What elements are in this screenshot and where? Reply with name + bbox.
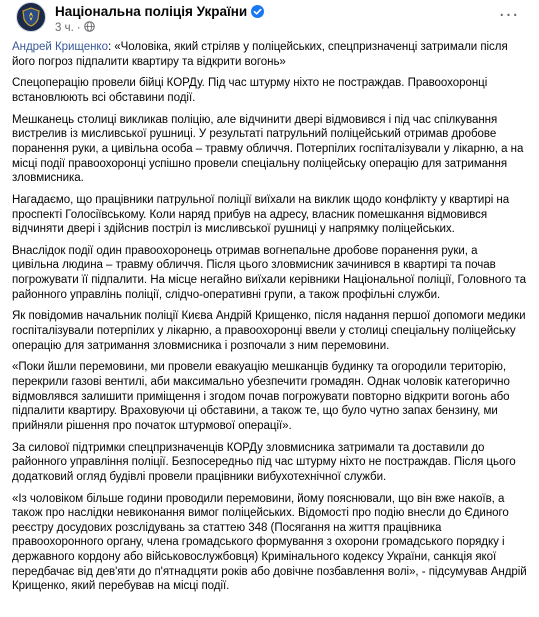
- more-horizontal-icon: ···: [498, 5, 520, 26]
- police-emblem-icon: [20, 6, 42, 28]
- post-body: [12, 40, 527, 594]
- post-paragraph: Як повідомив начальник поліції Києва Андрій Крищенко, після надання першої допомоги медики госпіталізували потерпілих у лікарню, а правоохоронці ввели у столиці спеціальну поліцейську операцію для затримання зловмисника і розпочали з ним перемовини.: [12, 310, 526, 352]
- lead-text: : «Чоловіка, який стріляв у поліцейських, спецпризначенці затримали після його погроз підпалити квартиру та відкрити вогонь»: [12, 41, 508, 68]
- page-name-text[interactable]: Національна поліція України: [55, 4, 248, 19]
- post-paragraph: За силової підтримки спецпризначенців КОРДу зловмисника затримали та доставили до районного управління поліції. Безпосередньо під час штурму ніхто не постраждав. Після цього додатковий огляд будівлі провели працівники вибухотехнічної служби.: [12, 441, 516, 483]
- post-paragraph-lead: [12, 40, 527, 69]
- meta-separator: ·: [76, 22, 81, 34]
- post-header: [12, 0, 527, 40]
- verified-badge-icon: [251, 5, 264, 18]
- page-name[interactable]: [55, 4, 264, 19]
- post-timestamp[interactable]: 3 ч.: [55, 22, 74, 34]
- post-paragraph: Нагадаємо, що працівники патрульної поліції виїхали на виклик щодо конфлікту у квартирі на проспекті Голосіївському. Коли наряд прибув на адресу, власник помешкання відмовився відчиняти двері і здійснив постріл із мисливської рушниці у напрямку поліцейських.: [12, 193, 510, 236]
- post-paragraph: Мешканець столиці викликав поліцію, але відчинити двері відмовився і під час спілкування вистрелив із мисливської рушниці. У результаті патрульний поліцейський отримав дробове поранення руки, а цивільна особа – травму обличчя. Потерпілих госпіталізували у лікарню, а на місці події правоохоронці успішно провели спеціальну поліцейську операцію для затримання зловмисника.: [12, 113, 524, 185]
- globe-icon[interactable]: [84, 21, 95, 35]
- post-paragraph: Внаслідок події один правоохоронець отримав вогнепальне дробове поранення руки, а цивільна людина – травму обличчя. Після цього зловмисник зачинився в квартирі та почав погрожувати її підпалити. На місце негайно виїхали керівники Національної поліції, Головного та районного управлінь поліції, слідчо-оперативні групи, а також профільні служби.: [12, 244, 526, 301]
- post-paragraph: «Із чоловіком більше години проводили перемовини, йому пояснювали, що він вже накоїв, а також про наслідки невиконання вимог поліцейських. Відомості про подію внесли до Єдиного реєстру досудових розслідувань за статтею 348 (Посягання на життя працівника правоохоронного органу, члена громадського формування з охорони громадського порядку і державного кордону або військовослужбовця) Кримінального кодексу України, санкція якої передбачає від дев'яти до п'ятнадцяти років або довічне позбавлення волі», - підсумував Андрій Крищенко, який перебував на місці події.: [12, 492, 527, 593]
- post-meta: [55, 21, 95, 35]
- post-paragraph: «Поки йшли перемовини, ми провели евакуацію мешканців будинку та огородили територію, перекрили газові вентилі, аби максимально убезпечити громадян. Однак чоловік категорично відмовлявся залишити приміщення і згодом почав погрожувати повторно відкрити вогонь або підпалити квартиру. Враховуючи ці обставини, а також те, що було чутно запах бензину, ми прийняли рішення про початок штурмової операції».: [12, 361, 510, 432]
- more-options-button[interactable]: [497, 4, 521, 28]
- post-paragraph: Спецоперацію провели бійці КОРДу. Під час штурму ніхто не постраждав. Правоохоронці встановлюють всі обставини події.: [12, 77, 488, 104]
- page-avatar[interactable]: [16, 2, 46, 32]
- author-link[interactable]: Андрей Крищенко: [12, 41, 108, 53]
